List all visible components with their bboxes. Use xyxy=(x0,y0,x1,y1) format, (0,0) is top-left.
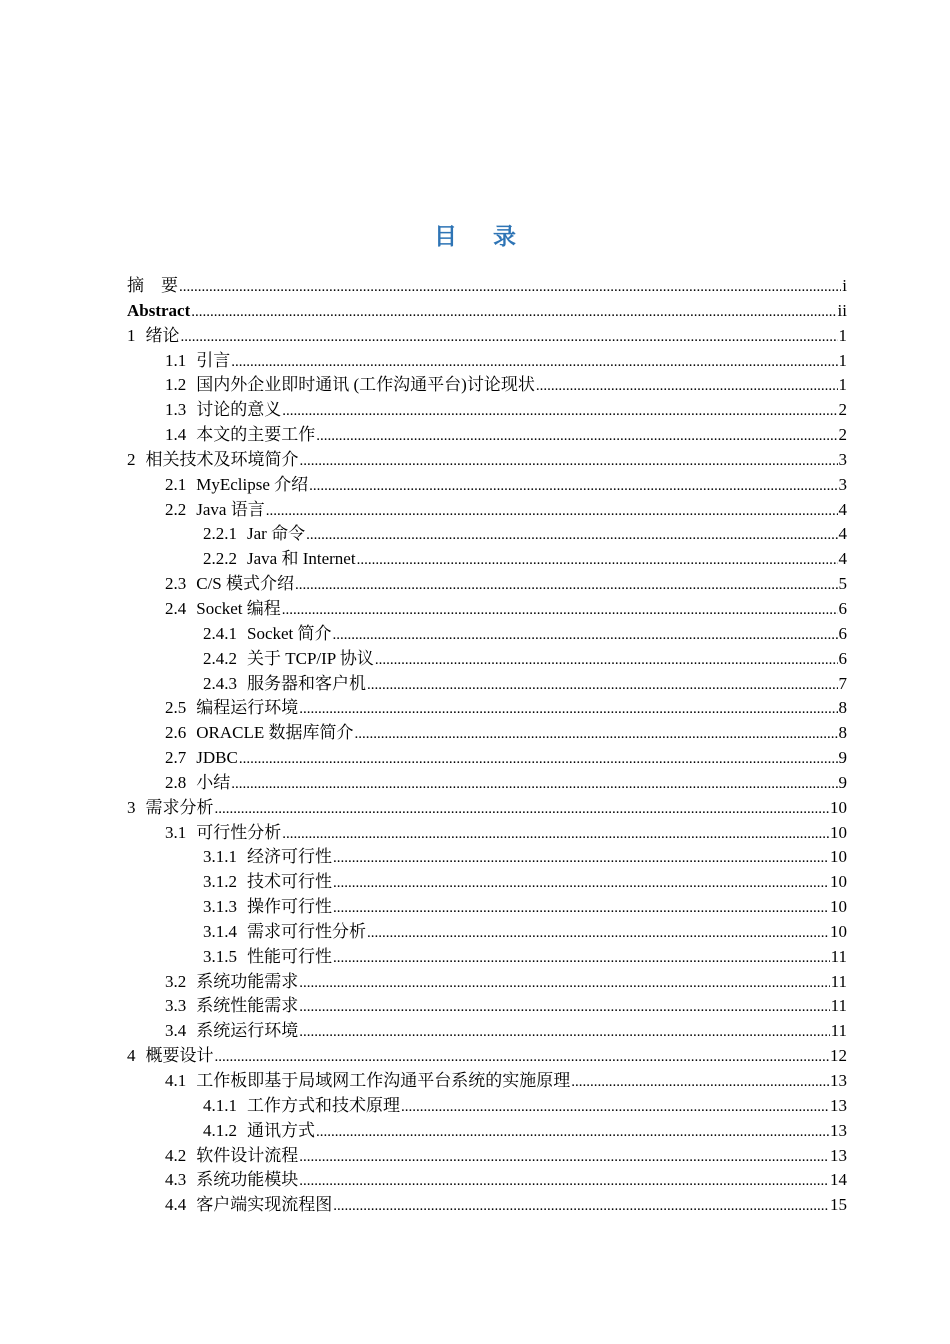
toc-entry-page-number: 10 xyxy=(830,872,847,892)
toc-entry-label xyxy=(165,1168,298,1193)
toc-entry-text: 绪论 xyxy=(145,325,180,345)
toc-entry-label xyxy=(203,945,332,970)
toc-entry-page-number: 11 xyxy=(830,946,847,966)
toc-entry-page-number: 10 xyxy=(830,897,847,917)
toc-entry-page-number: 1 xyxy=(838,375,847,395)
toc-entry[interactable] xyxy=(127,498,847,523)
toc-entry[interactable] xyxy=(127,796,847,821)
toc-entry-number: 3.3 xyxy=(165,996,187,1016)
toc-entry-number: 3.1.1 xyxy=(203,847,237,867)
dot-leader xyxy=(231,772,837,797)
toc-entry-text: 引言 xyxy=(196,350,231,370)
toc-entry-page-number: 13 xyxy=(830,1120,847,1140)
toc-entry-number: 1.4 xyxy=(165,425,187,445)
toc-entry-label xyxy=(203,547,356,572)
toc-entry-number: 2.4.2 xyxy=(203,648,237,668)
dot-leader xyxy=(367,921,829,946)
toc-entry-label xyxy=(165,771,230,796)
toc-entry[interactable] xyxy=(127,398,847,423)
dot-leader xyxy=(357,548,838,573)
toc-entry-number: 3.4 xyxy=(165,1021,187,1041)
toc-entry-label xyxy=(127,299,190,324)
dot-leader xyxy=(231,350,837,375)
toc-entry[interactable] xyxy=(127,1119,847,1144)
dot-leader xyxy=(375,648,838,673)
toc-entry[interactable] xyxy=(127,1144,847,1169)
toc-entry[interactable] xyxy=(127,647,847,672)
toc-entry-number: 1.3 xyxy=(165,400,187,420)
toc-entry-text: 编程运行环境 xyxy=(196,698,299,718)
toc-entry-label xyxy=(165,1193,332,1218)
toc-entry-text: 本文的主要工作 xyxy=(196,425,316,445)
toc-entry-number: 4.1 xyxy=(165,1071,187,1090)
toc-entry[interactable] xyxy=(127,622,847,647)
dot-leader xyxy=(299,995,829,1020)
toc-entry-page-number: 3 xyxy=(838,449,847,469)
toc-entry[interactable] xyxy=(127,473,847,498)
toc-entry[interactable] xyxy=(127,1044,847,1069)
toc-entry-text: 关于 TCP/IP 协议 xyxy=(247,648,374,668)
dot-leader xyxy=(367,673,838,698)
dot-leader xyxy=(282,822,829,847)
dot-leader xyxy=(181,325,838,350)
toc-entry-page-number: 10 xyxy=(830,822,847,842)
toc-entry-text: Socket 编程 xyxy=(196,598,281,618)
toc-entry-text: 性能可行性 xyxy=(247,946,332,966)
toc-entry[interactable] xyxy=(127,821,847,846)
toc-entry[interactable] xyxy=(127,672,847,697)
toc-entry-number: 2.5 xyxy=(165,698,187,718)
dot-leader xyxy=(333,946,830,971)
toc-entry[interactable] xyxy=(127,547,847,572)
toc-entry-label xyxy=(127,324,180,349)
toc-entry-page-number: 10 xyxy=(830,847,847,867)
toc-entry-page-number: 13 xyxy=(830,1071,847,1090)
dot-leader xyxy=(316,1120,829,1145)
toc-entry-page-number: 10 xyxy=(830,921,847,941)
toc-entry-text: 国内外企业即时通讯 (工作沟通平台)讨论现状 xyxy=(196,375,535,395)
toc-entry-page-number: 3 xyxy=(838,474,847,494)
dot-leader xyxy=(333,896,829,921)
toc-entry[interactable] xyxy=(127,349,847,374)
toc-entry-number: 4.4 xyxy=(165,1195,187,1215)
toc-entry[interactable] xyxy=(127,721,847,746)
toc-entry-label xyxy=(203,845,332,870)
toc-entry-page-number: 11 xyxy=(830,996,847,1016)
toc-entry[interactable] xyxy=(127,572,847,597)
toc-entry-number: 3.1.5 xyxy=(203,946,237,966)
dot-leader xyxy=(179,275,841,300)
toc-entry-label xyxy=(203,622,332,647)
toc-entry-page-number: 4 xyxy=(838,499,847,519)
toc-entry[interactable] xyxy=(127,274,847,299)
toc-entry-page-number: 10 xyxy=(830,797,847,817)
toc-entry[interactable] xyxy=(127,1193,847,1218)
toc-entry[interactable] xyxy=(127,870,847,895)
dot-leader xyxy=(215,797,830,822)
toc-entry-label xyxy=(127,274,178,299)
toc-entry[interactable] xyxy=(127,1019,847,1044)
toc-entry[interactable] xyxy=(127,945,847,970)
toc-entry-text: JDBC xyxy=(196,748,238,768)
toc-entry-page-number: 7 xyxy=(838,673,847,693)
toc-entry-text: ORACLE 数据库简介 xyxy=(196,723,354,743)
toc-entry-number: 2.2.1 xyxy=(203,524,237,544)
toc-entry-number: 4.3 xyxy=(165,1170,187,1190)
toc-entry-page-number: 11 xyxy=(830,1021,847,1041)
toc-entry-number: 3.1.2 xyxy=(203,872,237,892)
toc-entry-label xyxy=(165,746,238,771)
toc-entry[interactable] xyxy=(127,895,847,920)
toc-entry-number: 4.1.1 xyxy=(203,1095,237,1115)
toc-entry[interactable] xyxy=(127,771,847,796)
toc-entry-number: 2.1 xyxy=(165,474,187,494)
toc-entry-text: 软件设计流程 xyxy=(196,1145,299,1165)
table-of-contents xyxy=(127,274,847,1218)
toc-entry-text: Abstract xyxy=(127,300,191,320)
toc-entry[interactable] xyxy=(127,696,847,721)
toc-entry-page-number: ii xyxy=(837,300,847,320)
toc-entry-page-number: 13 xyxy=(830,1145,847,1165)
toc-entry-page-number: 9 xyxy=(838,772,847,792)
dot-leader xyxy=(333,1194,829,1219)
toc-entry-page-number: 9 xyxy=(838,748,847,768)
toc-entry-number: 3.1 xyxy=(165,822,187,842)
toc-entry-page-number: 6 xyxy=(838,598,847,618)
toc-entry-page-number: 8 xyxy=(838,723,847,743)
toc-entry-number: 4.1.2 xyxy=(203,1120,237,1140)
toc-entry[interactable] xyxy=(127,373,847,398)
toc-entry-label xyxy=(165,1019,298,1044)
toc-entry-text: 工作方式和技术原理 xyxy=(247,1095,400,1115)
toc-entry-label xyxy=(165,349,230,374)
toc-entry[interactable] xyxy=(127,845,847,870)
toc-entry-text: 系统功能需求 xyxy=(196,971,299,991)
dot-leader xyxy=(299,1169,829,1194)
toc-entry-number: 2.3 xyxy=(165,574,187,594)
toc-entry-number: 1.2 xyxy=(165,375,187,395)
toc-entry[interactable] xyxy=(127,1069,847,1094)
toc-entry-text: 摘 要 xyxy=(127,276,178,295)
toc-entry-text: MyEclipse 介绍 xyxy=(196,474,309,494)
toc-entry[interactable] xyxy=(127,448,847,473)
toc-entry-text: 技术可行性 xyxy=(247,872,332,892)
dot-leader xyxy=(299,971,829,996)
toc-entry-number: 2.2 xyxy=(165,499,187,519)
toc-entry[interactable] xyxy=(127,522,847,547)
dot-leader xyxy=(266,499,838,524)
toc-entry-label xyxy=(203,522,305,547)
toc-entry-page-number: 12 xyxy=(830,1046,847,1066)
toc-entry[interactable] xyxy=(127,970,847,995)
toc-entry-number: 3 xyxy=(127,797,136,817)
toc-entry-number: 4.2 xyxy=(165,1145,187,1165)
toc-entry-page-number: 2 xyxy=(838,400,847,420)
dot-leader xyxy=(316,424,837,449)
toc-entry-page-number: 8 xyxy=(838,698,847,718)
toc-entry-label xyxy=(203,895,332,920)
toc-entry-number: 2.4.3 xyxy=(203,673,237,693)
toc-entry-label xyxy=(165,572,294,597)
toc-entry-page-number: 11 xyxy=(830,971,847,991)
toc-entry-text: C/S 模式介绍 xyxy=(196,574,295,594)
toc-entry-label xyxy=(165,994,298,1019)
toc-entry-page-number: 13 xyxy=(830,1095,847,1115)
toc-entry[interactable] xyxy=(127,299,847,324)
toc-entry-label xyxy=(127,796,214,821)
toc-entry-text: 需求可行性分析 xyxy=(247,921,366,941)
toc-entry-number: 2.2.2 xyxy=(203,549,237,569)
toc-entry-label xyxy=(165,597,281,622)
toc-entry-page-number: 2 xyxy=(838,425,847,445)
toc-entry-page-number: 15 xyxy=(830,1195,847,1215)
toc-entry-number: 2.6 xyxy=(165,723,187,743)
toc-entry[interactable] xyxy=(127,597,847,622)
dot-leader xyxy=(282,399,837,424)
toc-entry-number: 2 xyxy=(127,449,136,469)
toc-entry-page-number: 1 xyxy=(838,350,847,370)
dot-leader xyxy=(191,300,836,325)
toc-entry-number: 1 xyxy=(127,325,136,345)
dot-leader xyxy=(299,1020,829,1045)
toc-entry-text: 客户端实现流程图 xyxy=(196,1195,333,1215)
toc-entry-number: 2.4 xyxy=(165,598,187,618)
toc-entry-text: 经济可行性 xyxy=(247,847,332,867)
toc-entry-label xyxy=(127,448,299,473)
toc-entry[interactable] xyxy=(127,324,847,349)
toc-entry-label xyxy=(165,1069,570,1094)
dot-leader xyxy=(333,871,829,896)
toc-entry-text: Jar 命令 xyxy=(247,524,306,544)
toc-entry-number: 2.8 xyxy=(165,772,187,792)
dot-leader xyxy=(571,1070,829,1095)
toc-entry-text: 操作可行性 xyxy=(247,897,332,917)
toc-entry-text: 可行性分析 xyxy=(196,822,282,842)
dot-leader xyxy=(333,623,838,648)
toc-entry-page-number: 4 xyxy=(838,524,847,544)
toc-entry-number: 3.2 xyxy=(165,971,187,991)
toc-entry[interactable] xyxy=(127,1094,847,1119)
toc-entry-text: 服务器和客户机 xyxy=(247,673,366,693)
toc-entry-text: 概要设计 xyxy=(145,1046,214,1066)
toc-entry-page-number: 14 xyxy=(830,1170,847,1190)
toc-entry[interactable] xyxy=(127,423,847,448)
toc-entry-text: Java 语言 xyxy=(196,499,265,519)
toc-entry-label xyxy=(165,423,315,448)
dot-leader xyxy=(401,1095,829,1120)
toc-entry-number: 2.4.1 xyxy=(203,623,237,643)
dot-leader xyxy=(239,747,838,772)
toc-entry-text: Java 和 Internet xyxy=(247,549,356,569)
dot-leader xyxy=(282,598,838,623)
dot-leader xyxy=(215,1045,830,1070)
toc-entry-text: 讨论的意义 xyxy=(196,400,282,420)
toc-entry-label xyxy=(127,1044,214,1069)
dot-leader xyxy=(299,697,837,722)
toc-entry-number: 3.1.4 xyxy=(203,921,237,941)
toc-entry[interactable] xyxy=(127,920,847,945)
dot-leader xyxy=(299,1145,829,1170)
toc-entry-label xyxy=(203,870,332,895)
toc-entry-text: 需求分析 xyxy=(145,797,214,817)
toc-entry-label xyxy=(165,970,298,995)
toc-entry-label xyxy=(203,920,366,945)
toc-entry[interactable] xyxy=(127,1168,847,1193)
toc-entry-text: 工作板即基于局域网工作沟通平台系统的实施原理 xyxy=(196,1071,571,1090)
dot-leader xyxy=(306,523,837,548)
toc-entry-label xyxy=(203,647,374,672)
toc-entry-label xyxy=(165,821,281,846)
dot-leader xyxy=(333,846,829,871)
toc-entry-number: 3.1.3 xyxy=(203,897,237,917)
toc-entry-text: 小结 xyxy=(196,772,231,792)
toc-entry-label xyxy=(203,672,366,697)
toc-entry-page-number: 4 xyxy=(838,549,847,569)
toc-entry-page-number: i xyxy=(842,276,847,295)
toc-entry-label xyxy=(165,498,265,523)
dot-leader xyxy=(295,573,837,598)
toc-entry-number: 1.1 xyxy=(165,350,187,370)
toc-entry-text: 通讯方式 xyxy=(247,1120,315,1140)
toc-entry-text: 系统性能需求 xyxy=(196,996,299,1016)
toc-entry-page-number: 1 xyxy=(838,325,847,345)
toc-entry-label xyxy=(203,1119,315,1144)
toc-entry-number: 4 xyxy=(127,1046,136,1066)
toc-title: 目 录 xyxy=(433,224,530,250)
toc-entry-text: 系统运行环境 xyxy=(196,1021,299,1041)
toc-entry-label xyxy=(165,1144,298,1169)
toc-entry-page-number: 6 xyxy=(838,648,847,668)
toc-entry[interactable] xyxy=(127,746,847,771)
toc-entry-label xyxy=(165,721,354,746)
dot-leader xyxy=(309,474,837,499)
toc-entry-label xyxy=(165,696,298,721)
toc-entry-number: 2.7 xyxy=(165,748,187,768)
dot-leader xyxy=(300,449,838,474)
toc-entry-label xyxy=(203,1094,400,1119)
toc-entry-page-number: 5 xyxy=(838,574,847,594)
toc-entry-label xyxy=(165,373,535,398)
toc-entry-text: 系统功能模块 xyxy=(196,1170,299,1190)
toc-entry-label xyxy=(165,398,281,423)
dot-leader xyxy=(355,722,838,747)
dot-leader xyxy=(536,374,838,399)
toc-entry-text: 相关技术及环境简介 xyxy=(145,449,299,469)
toc-entry-text: Socket 简介 xyxy=(247,623,332,643)
toc-entry-page-number: 6 xyxy=(838,623,847,643)
toc-entry[interactable] xyxy=(127,994,847,1019)
toc-entry-label xyxy=(165,473,308,498)
